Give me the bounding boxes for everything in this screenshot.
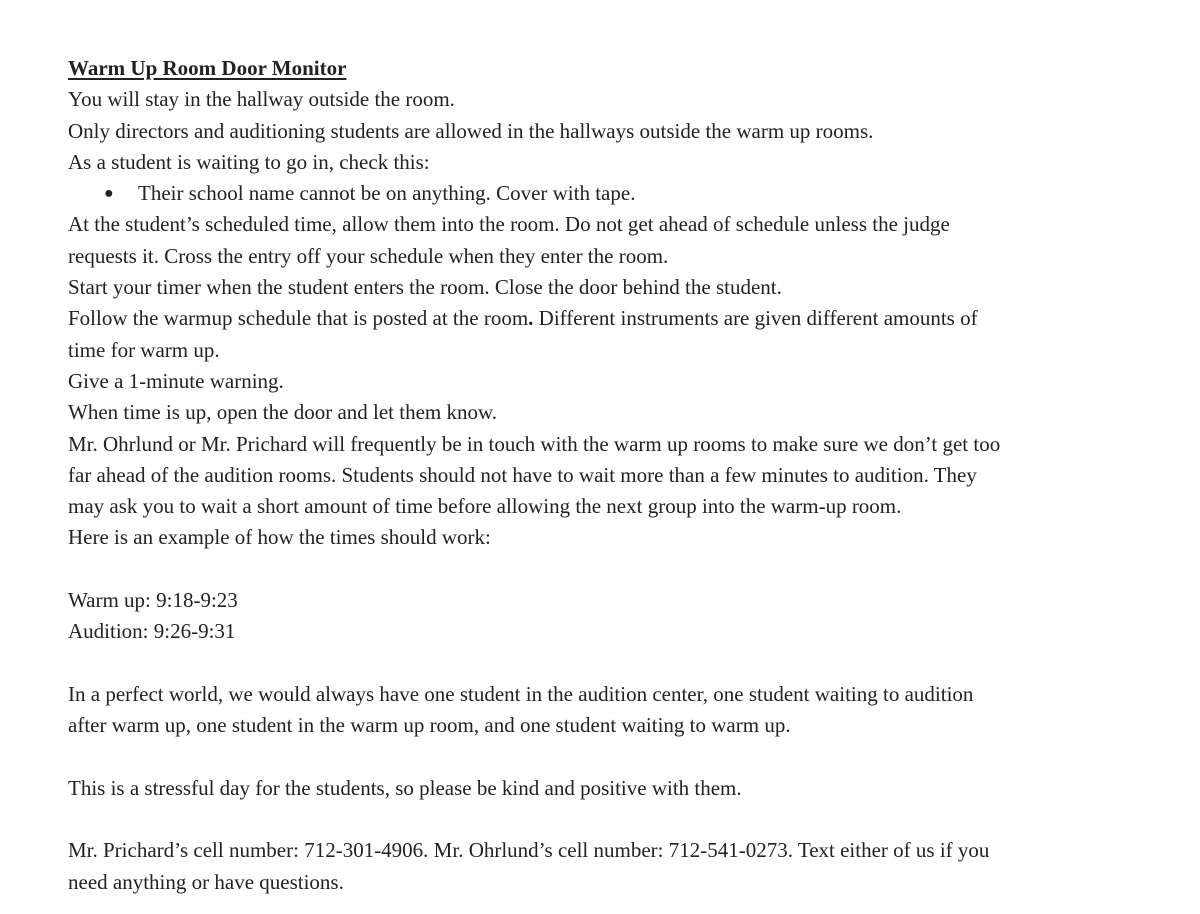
contact-line: need anything or have questions. bbox=[68, 869, 344, 894]
paragraph-line: Here is an example of how the times should work: bbox=[68, 525, 491, 550]
paragraph-line: At the student’s scheduled time, allow them into the room. Do not get ahead of schedule unless the judge bbox=[68, 212, 950, 237]
bullet-text: Their school name cannot be on anything. Cover with tape. bbox=[138, 181, 636, 206]
blank-line bbox=[68, 648, 1148, 679]
paragraph-line: This is a stressful day for the students, so please be kind and positive with them. bbox=[68, 775, 742, 800]
follow-schedule-text: Follow the warmup schedule that is posted at the room bbox=[68, 306, 529, 331]
paragraph-line: As a student is waiting to go in, check this: bbox=[68, 149, 430, 174]
paragraph-line: may ask you to wait a short amount of time before allowing the next group into the warm-up room. bbox=[68, 494, 902, 519]
paragraph-line: When time is up, open the door and let them know. bbox=[68, 400, 498, 425]
paragraph-line: time for warm up. bbox=[68, 337, 220, 362]
follow-schedule-text-cont: Different instruments are given different amounts of bbox=[533, 306, 978, 331]
paragraph-line bbox=[68, 303, 1148, 334]
paragraph-line: requests it. Cross the entry off your schedule when they enter the room. bbox=[68, 243, 669, 268]
paragraph-line: far ahead of the audition rooms. Students should not have to wait more than a few minutes to audition. They bbox=[68, 462, 977, 487]
paragraph-line: Give a 1-minute warning. bbox=[68, 368, 284, 393]
example-warmup-time: Warm up: 9:18-9:23 bbox=[68, 588, 238, 613]
paragraph-line: In a perfect world, we would always have one student in the audition center, one student waiting to audition bbox=[68, 681, 974, 706]
bullet-list-item bbox=[68, 178, 1148, 209]
blank-line bbox=[68, 804, 1148, 835]
contact-line: Mr. Prichard’s cell number: 712-301-4906. Mr. Ohrlund’s cell number: 712-541-0273. Text either of us if you bbox=[68, 838, 990, 863]
paragraph-line: after warm up, one student in the warm up room, and one student waiting to warm up. bbox=[68, 713, 791, 738]
document-page bbox=[68, 53, 1148, 898]
blank-line bbox=[68, 554, 1148, 585]
example-audition-time: Audition: 9:26-9:31 bbox=[68, 619, 236, 644]
paragraph-line: Only directors and auditioning students are allowed in the hallways outside the warm up rooms. bbox=[68, 118, 874, 143]
blank-line bbox=[68, 742, 1148, 773]
follow-schedule-period: . bbox=[528, 306, 534, 331]
paragraph-line: Mr. Ohrlund or Mr. Prichard will frequently be in touch with the warm up rooms to make sure we don’t get too bbox=[68, 431, 1001, 456]
bullet-dot-icon: ● bbox=[104, 185, 114, 203]
document-title: Warm Up Room Door Monitor bbox=[68, 56, 347, 80]
paragraph-line: Start your timer when the student enters the room. Close the door behind the student. bbox=[68, 275, 782, 300]
paragraph-line: You will stay in the hallway outside the room. bbox=[68, 87, 455, 112]
